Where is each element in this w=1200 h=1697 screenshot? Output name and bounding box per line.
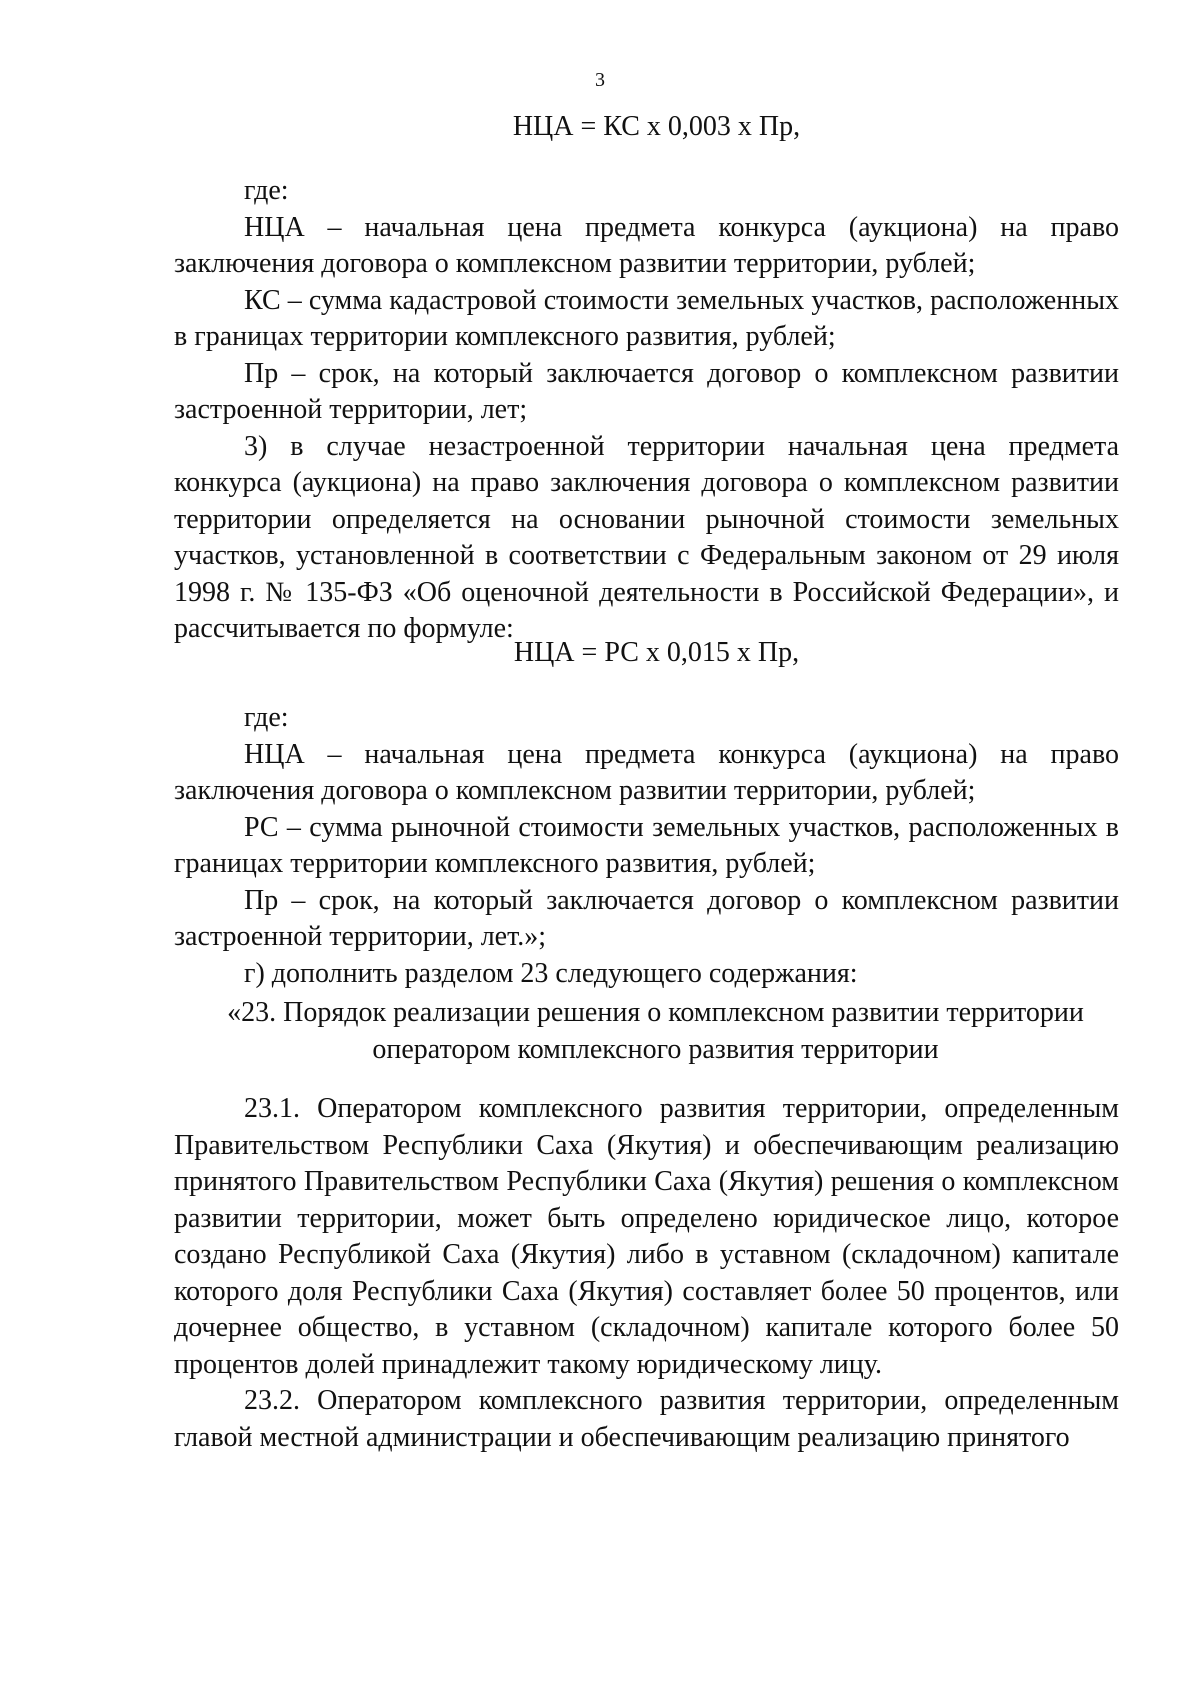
section-23-body bbox=[174, 1091, 1119, 1456]
definition-rs: РС – сумма рыночной стоимости земельных участков, расположенных в границах территории комплексного развития, рублей; bbox=[174, 811, 1119, 879]
definition-nca: НЦА – начальная цена предмета конкурса (аукциона) на право заключения договора о комплексном развитии территории, рублей; bbox=[174, 211, 1119, 279]
item-3-paragraph: 3) в случае незастроенной территории начальная цена предмета конкурса (аукциона) на право заключения договора о комплексном развитии территории определяется на основании рыночной стоимости земельных участков, установленной в соответствии с Федеральным законом от 29 июля 1998 г. № 135-ФЗ «Об оценочной деятельности в Российской Федерации», и рассчитывается по формуле: bbox=[174, 430, 1119, 644]
where-label: где: bbox=[244, 175, 289, 206]
clause-23-1: 23.1. Оператором комплексного развития территории, определенным Правительством Республики Саха (Якутия) и обеспечивающим реализацию принятого Правительством Республики Саха (Якутия) решения о комплексном развитии территории, может быть определено юридическое лицо, которое создано Республикой Саха (Якутия) либо в уставном (складочном) капитале которого доля Республики Саха (Якутия) составляет более 50 процентов, или дочернее общество, в уставном (складочном) капитале которого более 50 процентов долей принадлежит такому юридическому лицу. bbox=[174, 1093, 1119, 1380]
formula-ktsa-rs: НЦА = РС х 0,015 х Пр, bbox=[513, 637, 800, 668]
clause-23-2: 23.2. Оператором комплексного развития территории, определенным главой местной администрации и обеспечивающим реализацию принятого bbox=[174, 1385, 1119, 1453]
where-label: где: bbox=[244, 702, 289, 733]
item-g-paragraph: г) дополнить разделом 23 следующего содержания: bbox=[244, 957, 858, 989]
page-number: 3 bbox=[595, 69, 605, 91]
definition-ks: КС – сумма кадастровой стоимости земельных участков, расположенных в границах территории комплексного развития, рублей; bbox=[174, 284, 1119, 352]
formula-block-1 bbox=[174, 109, 1119, 146]
formula-ktsa-ks: НЦА = КС х 0,003 х Пр, bbox=[512, 111, 801, 142]
section-heading-line-1: «23. Порядок реализации решения о комплексном развитии территории bbox=[227, 997, 1084, 1028]
section-heading bbox=[174, 995, 1119, 1068]
definition-pr: Пр – срок, на который заключается договор о комплексном развитии застроенной территории, лет; bbox=[174, 357, 1119, 425]
section-heading-line-2: оператором комплексного развития территории bbox=[372, 1033, 939, 1065]
formula-block-2 bbox=[174, 635, 1119, 672]
definition-pr: Пр – срок, на который заключается договор о комплексном развитии застроенной территории, лет.»; bbox=[174, 884, 1119, 952]
definitions-block-2 bbox=[174, 700, 1119, 992]
definitions-block-1 bbox=[174, 173, 1119, 648]
definition-nca: НЦА – начальная цена предмета конкурса (аукциона) на право заключения договора о комплексном развитии территории, рублей; bbox=[174, 738, 1119, 806]
